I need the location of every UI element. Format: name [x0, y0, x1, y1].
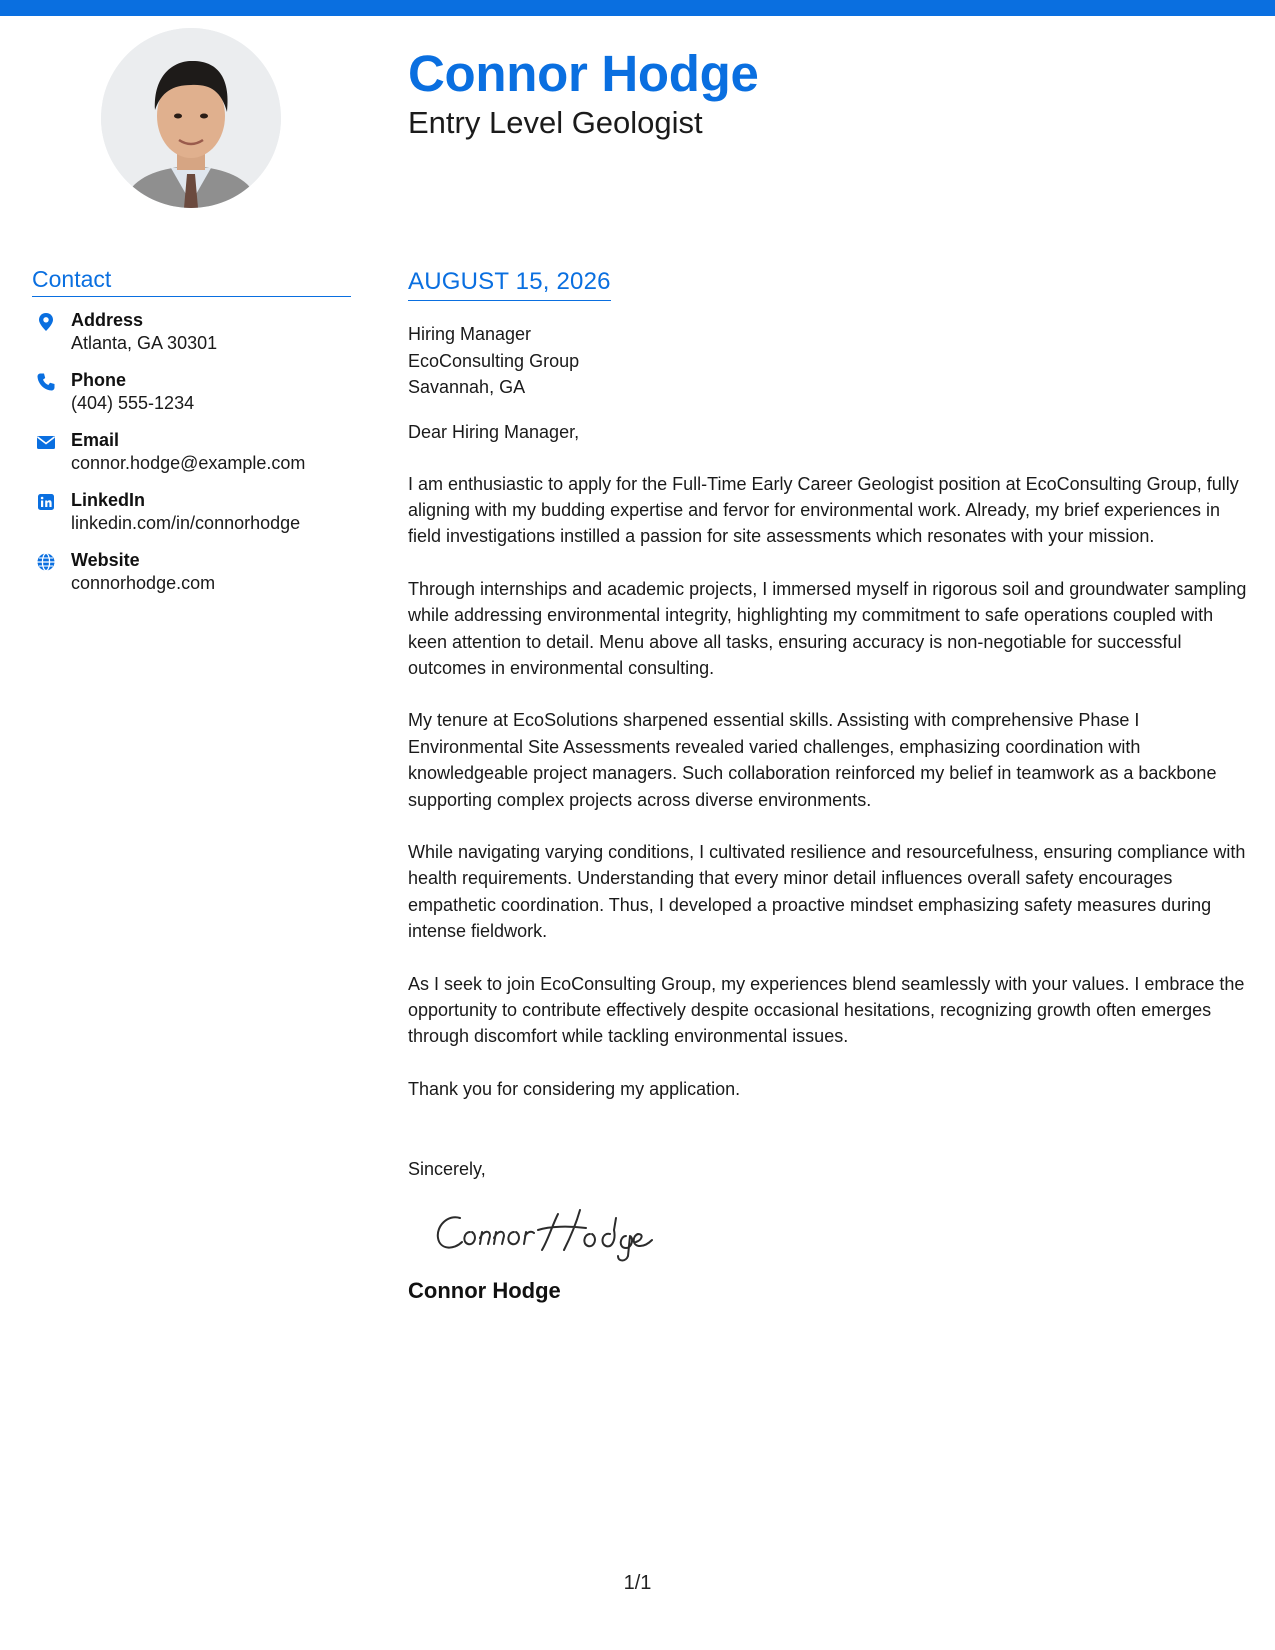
contact-item-email: [32, 429, 351, 475]
job-title: Entry Level Geologist: [408, 105, 703, 140]
salutation: Dear Hiring Manager,: [408, 421, 580, 442]
contact-heading: Contact: [32, 266, 351, 297]
contact-label: Email: [71, 430, 120, 450]
contact-label: Phone: [71, 370, 127, 390]
linkedin-value[interactable]: linkedin.com/in/connorhodge: [71, 513, 301, 533]
paragraph: As I seek to join EcoConsulting Group, my experiences blend seamlessly with your values. I embrace the opportunity to contribute effectively despite occasional hesitations, recognizing growth often emerges through discomfort while tackling environmental issues.: [408, 973, 1245, 1047]
paragraph: My tenure at EcoSolutions sharpened essential skills. Assisting with comprehensive Phase I Environmental Site Assessments revealed varied challenges, emphasizing coordination with knowledgeable project managers. Such collaboration reinforced my belief in teamwork as a backbone supporting complex projects across diverse environments.: [408, 710, 1217, 810]
contact-label: Website: [71, 550, 140, 570]
linkedin-icon: [36, 492, 56, 512]
email-value[interactable]: connor.hodge@example.com: [71, 453, 306, 473]
recipient-name: Hiring Manager: [408, 324, 532, 344]
contact-sidebar: [32, 266, 351, 609]
envelope-icon: [36, 432, 56, 452]
address-value: Atlanta, GA 30301: [71, 333, 218, 353]
phone-value: (404) 555-1234: [71, 393, 195, 413]
candidate-name: Connor Hodge: [408, 45, 759, 102]
printed-signature-name: Connor Hodge: [408, 1278, 561, 1304]
top-accent-bar: [0, 0, 1275, 16]
header: [408, 40, 759, 140]
closing: Sincerely,: [408, 1159, 486, 1180]
contact-item-website: [32, 549, 351, 595]
map-pin-icon: [36, 312, 56, 332]
website-value[interactable]: connorhodge.com: [71, 573, 216, 593]
page-number: 1/1: [623, 1572, 652, 1594]
letter-date: AUGUST 15, 2026: [408, 268, 611, 301]
paragraph: I am enthusiastic to apply for the Full-Time Early Career Geologist position at EcoConsulting Group, fully aligning with my budding expertise and fervor for environmental work. Already, my brief experiences in field investigations instilled a passion for site assessments which resonates with your mission.: [408, 473, 1239, 547]
handwritten-signature: [430, 1196, 1256, 1266]
contact-item-linkedin: [32, 489, 351, 535]
paragraph: While navigating varying conditions, I cultivated resilience and resourcefulness, ensuring compliance with health requirements. Understanding that every minor detail influences overall safety encourages empathetic coordination. Thus, I developed a proactive mindset emphasizing safety measures during intense fieldwork.: [408, 841, 1246, 942]
profile-photo: [101, 28, 281, 208]
contact-label: LinkedIn: [71, 490, 146, 510]
paragraph: Thank you for considering my application.: [408, 1078, 741, 1099]
globe-icon: [36, 552, 56, 572]
recipient-location: Savannah, GA: [408, 377, 526, 397]
recipient-block: [408, 321, 1256, 401]
paragraph: Through internships and academic projects, I immersed myself in rigorous soil and groundwater sampling while addressing environmental integrity, highlighting my commitment to safe operations coupled with keen attention to detail. Menu above all tasks, ensuring accuracy is non-negotiable for successful outcomes in environmental consulting.: [408, 578, 1247, 678]
contact-list: [32, 309, 351, 595]
recipient-company: EcoConsulting Group: [408, 350, 580, 371]
letter-body: [408, 268, 1256, 1304]
contact-item-address: [32, 309, 351, 355]
contact-label: Address: [71, 310, 144, 330]
contact-item-phone: [32, 369, 351, 415]
phone-icon: [36, 372, 56, 392]
letter-paragraphs: [408, 471, 1256, 1103]
